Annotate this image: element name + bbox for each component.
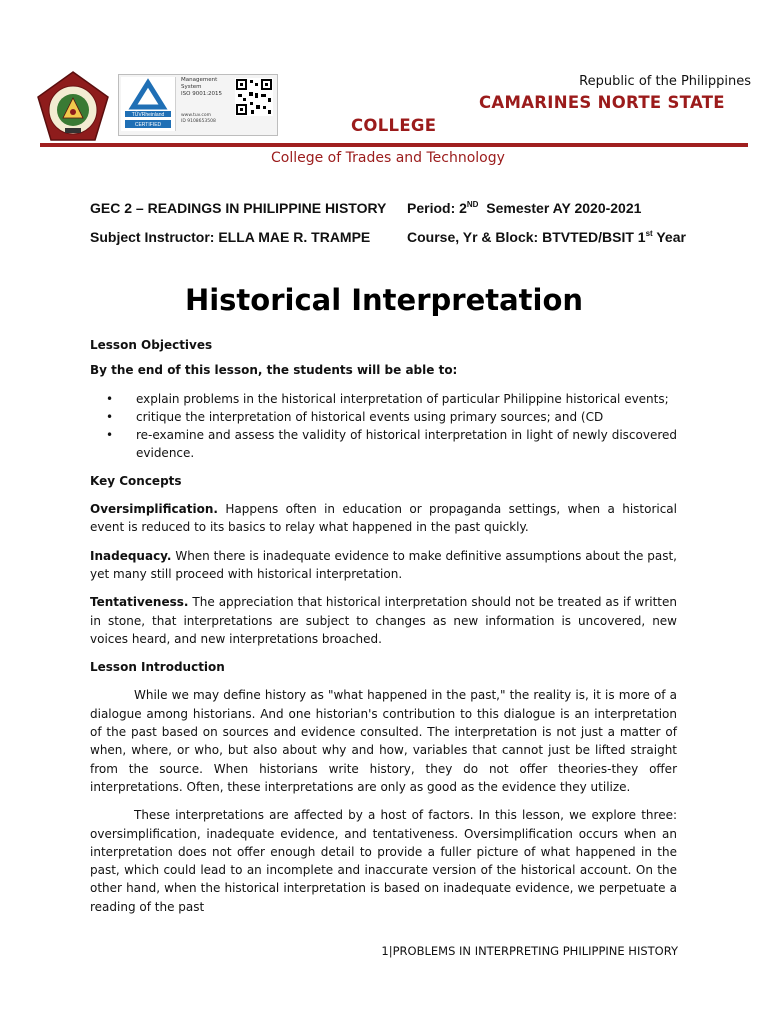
republic-label: Republic of the Philippines xyxy=(579,74,751,89)
page-number: 1 xyxy=(381,944,389,958)
concepts-heading: Key Concepts xyxy=(90,473,182,488)
tuv-triangle-icon xyxy=(121,77,175,131)
page-footer: 1|PROBLEMS IN INTERPRETING PHILIPPINE HISTORY xyxy=(381,944,678,958)
qr-code-icon xyxy=(235,78,273,116)
college-name: College of Trades and Technology xyxy=(271,150,505,166)
tuv-certified: CERTIFIED xyxy=(134,122,162,128)
introduction-paragraph: While we may define history as "what happened in the past," the reality is, it is more of a dialogue among historians. And one historian's contribution to this dialogue is an interpretation of the past based on sources and evidence consulted. The interpretation is not just a matter of when, where, or who, but also about why and how, variables that cannot just be lifted straight from the source. When historians write history, they do not offer theories-they offer interpretations. Often, these interpretations are only as good as the evidence they utilize. xyxy=(90,688,677,794)
cert-id-text: www.tuv.com ID 9108653508 xyxy=(181,113,216,124)
objective-item: • explain problems in the historical interpretation of particular Philippine historical events; xyxy=(90,390,677,408)
tuv-brand: TÜVRheinland xyxy=(131,112,165,118)
institution-name-line1: CAMARINES NORTE STATE xyxy=(479,93,725,112)
cert-system-text: Management System ISO 9001:2015 xyxy=(181,77,223,97)
objectives-heading: Lesson Objectives xyxy=(90,338,213,352)
lesson-content xyxy=(90,336,677,916)
subject-title: GEC 2 – READINGS IN PHILIPPINE HISTORY xyxy=(90,200,387,216)
dash-dot-divider xyxy=(90,257,720,265)
concept-item: Oversimplification. Happens often in education or propaganda settings, when a historical event is reduced to its basics to relay what happened in the past quickly. xyxy=(90,502,677,535)
introduction-paragraph: These interpretations are affected by a host of factors. In this lesson, we explore three: oversimplification, inadequate evidence, and tentativeness. Oversimplification occurs when an interpretation does not offer enough detail to provide a fuller picture of what happened in the past, which could lead to an incomplete and inaccurate version of the historical account. On the other hand, when the historical interpretation is based on inadequate evidence, we perpetuate a reading of the past xyxy=(90,808,677,914)
footer-title: PROBLEMS IN INTERPRETING PHILIPPINE HISTORY xyxy=(392,944,678,958)
objectives-list xyxy=(90,390,677,463)
concept-item: Inadequacy. When there is inadequate evidence to make definitive assumptions about the past, yet many still proceed with historical interpretation. xyxy=(90,548,677,581)
iso-certification-badge xyxy=(118,74,278,136)
document-title: Historical Interpretation xyxy=(184,283,584,317)
bullet-icon: • xyxy=(106,428,114,443)
period-info: Period: 2ND Semester AY 2020-2021 xyxy=(407,200,642,216)
introduction-heading: Lesson Introduction xyxy=(90,660,225,675)
seal-icon xyxy=(36,70,110,144)
concept-item: Tentativeness. The appreciation that historical interpretation should not be treated as if written in stone, that interpretations are subject to changes as new information is uncovered, new voices heard, and new interpretations broached. xyxy=(90,595,677,646)
college-seal-logo xyxy=(36,70,110,144)
course-info: Course, Yr & Block: BTVTED/BSIT 1st Year xyxy=(407,229,686,245)
bullet-icon: • xyxy=(106,409,114,424)
institution-name-line2: COLLEGE xyxy=(351,116,437,132)
subject-instructor: Subject Instructor: ELLA MAE R. TRAMPE xyxy=(90,229,371,245)
objective-item: • critique the interpretation of historical events using primary sources; and (CD xyxy=(90,408,677,426)
header-divider xyxy=(40,143,748,147)
bullet-icon: • xyxy=(106,391,114,406)
objectives-intro: By the end of this lesson, the students will be able to: xyxy=(90,363,458,378)
tuv-logo xyxy=(121,77,176,131)
objective-item: • re-examine and assess the validity of historical interpretation in light of newly discovered evidence. xyxy=(106,428,677,461)
